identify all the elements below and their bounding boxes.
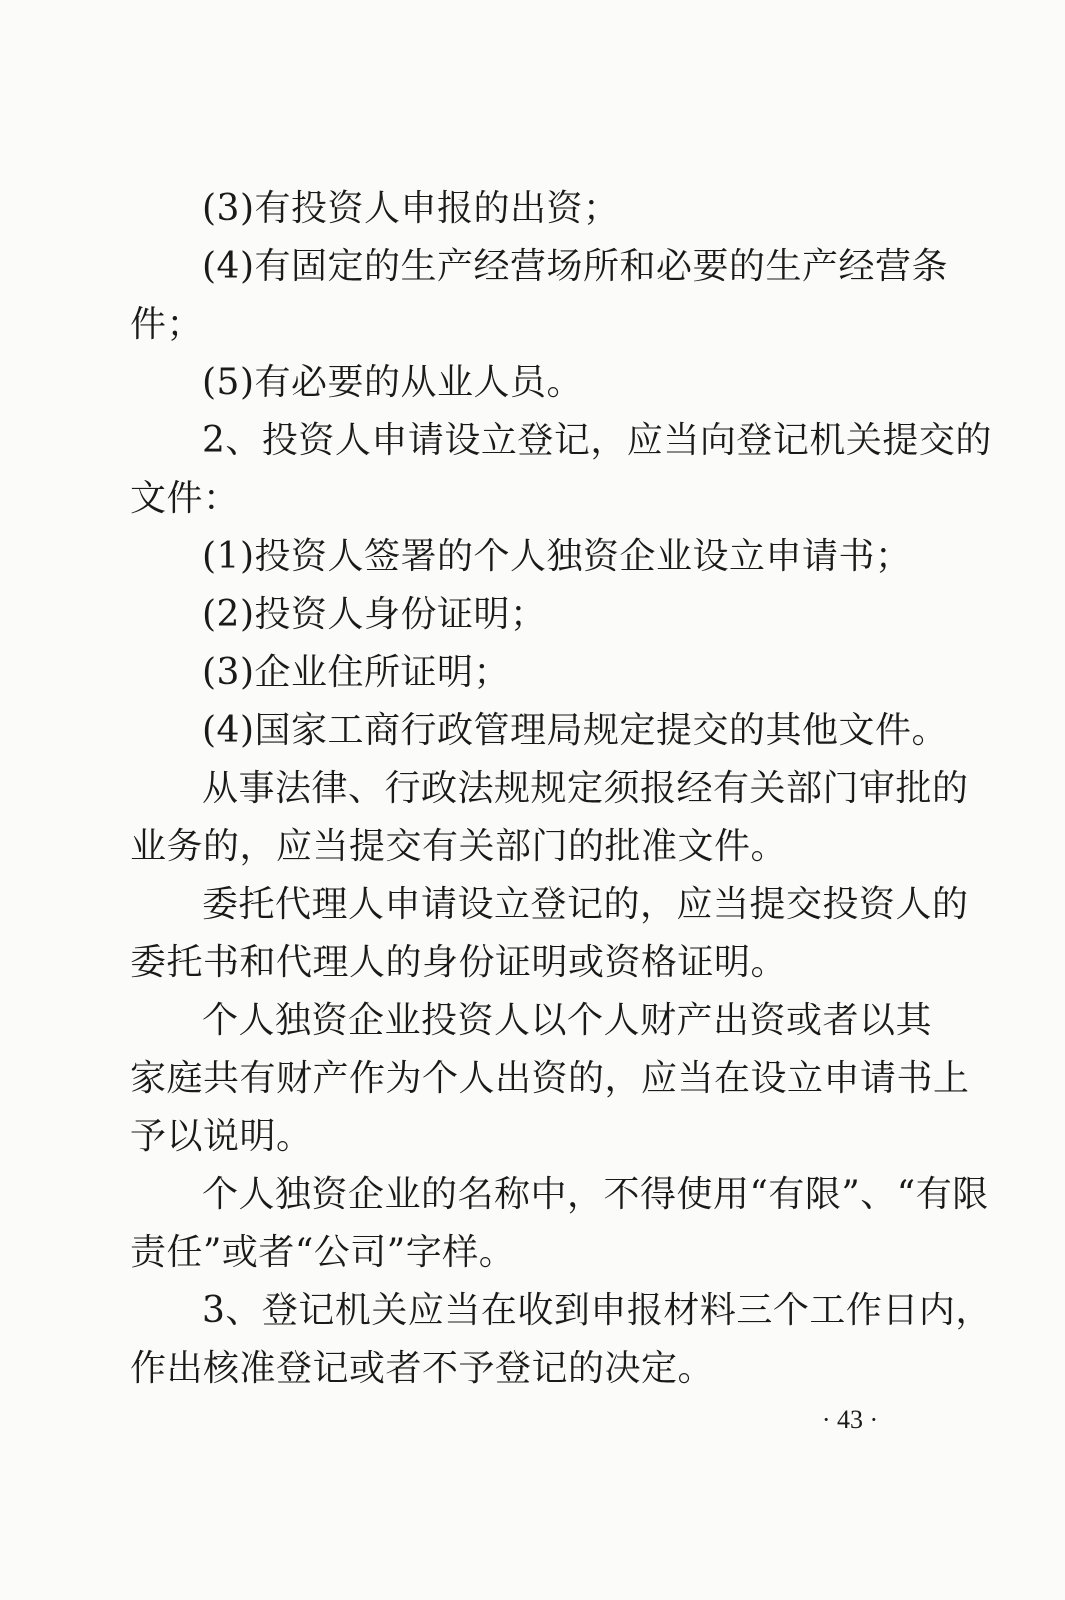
text-line: 个人独资企业的名称中，不得使用“有限”、“有限 — [202, 1174, 989, 1215]
text-line: (4)国家工商行政管理局规定提交的其他文件。 — [202, 710, 948, 751]
text-line: 文件： — [130, 478, 240, 519]
text-line: 2、投资人申请设立登记，应当向登记机关提交的 — [202, 420, 992, 461]
text-line: (1)投资人签署的个人独资企业设立申请书； — [202, 536, 912, 577]
text-line: (3)有投资人申报的出资； — [202, 188, 620, 229]
text-line: 予以说明。 — [130, 1116, 313, 1157]
text-line: 个人独资企业投资人以个人财产出资或者以其 — [202, 1000, 933, 1041]
text-line: 业务的，应当提交有关部门的批准文件。 — [130, 826, 788, 867]
text-line: (4)有固定的生产经营场所和必要的生产经营条 — [202, 246, 948, 287]
text-line: (2)投资人身份证明； — [202, 594, 547, 635]
text-line: 件； — [130, 304, 204, 345]
text-line: (3)企业住所证明； — [202, 652, 510, 693]
text-line: 3、登记机关应当在收到申报材料三个工作日内， — [202, 1290, 992, 1331]
text-line: 责任”或者“公司”字样。 — [130, 1232, 516, 1273]
text-line: 委托代理人申请设立登记的，应当提交投资人的 — [202, 884, 969, 925]
body-text — [130, 180, 992, 1398]
text-line: 从事法律、行政法规规定须报经有关部门审批的 — [202, 768, 969, 809]
text-line: 作出核准登记或者不予登记的决定。 — [130, 1348, 715, 1389]
text-line: 委托书和代理人的身份证明或资格证明。 — [130, 942, 788, 983]
text-line: 家庭共有财产作为个人出资的，应当在设立申请书上 — [130, 1058, 970, 1099]
text-line: (5)有必要的从业人员。 — [202, 362, 583, 403]
page-number: · 43 · — [821, 1405, 879, 1434]
